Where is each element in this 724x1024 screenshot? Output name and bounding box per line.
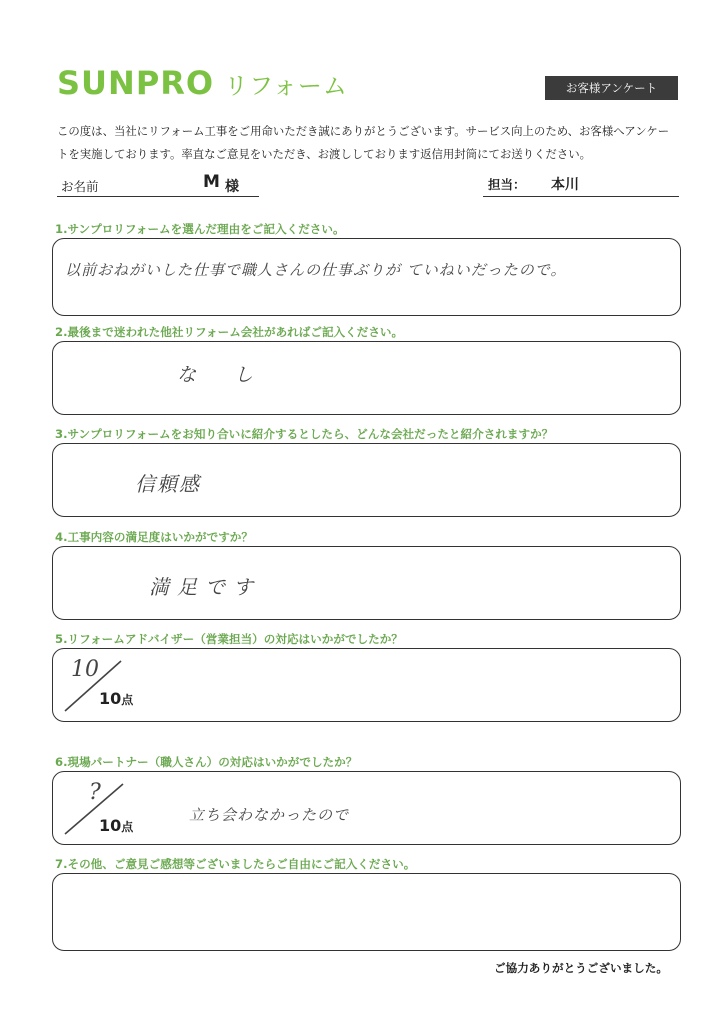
- customer-name-label: お名前: [61, 179, 99, 194]
- question-6-score: [61, 778, 161, 838]
- question-4-answer-box: [52, 546, 681, 620]
- intro-line-2: トを実施しております。率直なご意見をいただき、お渡ししております返信用封筒にてお送りください。: [57, 147, 591, 161]
- question-6-label: 6.現場パートナー（職人さん）の対応はいかがでしたか？: [55, 755, 358, 769]
- question-6-answer: 立ち会わなかったので: [189, 806, 350, 824]
- question-5-score-max-value: 10: [99, 689, 122, 708]
- question-2-answer-box: [52, 341, 681, 415]
- question-5-score-unit: 点: [121, 693, 134, 707]
- question-4-label: 4.工事内容の満足度はいかがですか？: [55, 530, 253, 544]
- question-6-score-max-value: 10: [99, 816, 122, 835]
- question-6-score-value: ?: [89, 780, 101, 805]
- question-5-score: [61, 655, 161, 715]
- question-1-answer-box: [52, 238, 681, 316]
- question-5-label: 5.リフォームアドバイザー（営業担当）の対応はいかがでしたか？: [55, 632, 403, 646]
- question-6-answer-box: [52, 771, 681, 845]
- question-3-label: 3.サンプロリフォームをお知り合いに紹介するとしたら、どんな会社だったと紹介されますか？: [55, 427, 554, 441]
- thanks-text: ご協力ありがとうございました。: [494, 961, 668, 975]
- question-1-label: 1.サンプロリフォームを選んだ理由をご記入ください。: [55, 222, 345, 236]
- intro-text: [57, 120, 682, 166]
- customer-name-value: M: [203, 172, 220, 192]
- staff-field: [483, 172, 679, 197]
- logo-sub-text: リフォーム: [224, 72, 348, 100]
- staff-value: 本川: [551, 177, 579, 193]
- question-5-score-max: [99, 689, 133, 708]
- intro-line-1: この度は、当社にリフォーム工事をご用命いただき誠にありがとうございます。サービス向上のため、お客様へアンケー: [57, 124, 670, 138]
- question-7-answer-box: [52, 873, 681, 951]
- logo-main-text: SUNPRO: [57, 64, 215, 102]
- staff-label: 担当：: [488, 177, 526, 192]
- customer-name-field: [57, 172, 259, 197]
- question-6-score-max: [99, 816, 133, 835]
- question-3-answer: 信頼感: [135, 472, 201, 496]
- survey-tag: お客様アンケート: [545, 76, 678, 100]
- question-5-score-value: 10: [71, 657, 99, 682]
- question-2-answer: なし: [177, 364, 292, 386]
- customer-name-suffix: 様: [225, 179, 239, 195]
- sunpro-logo: [57, 64, 348, 102]
- question-5-answer-box: [52, 648, 681, 722]
- question-2-label: 2.最後まで迷われた他社リフォーム会社があればご記入ください。: [55, 325, 404, 339]
- question-7-label: 7.その他、ご意見ご感想等ございましたらご自由にご記入ください。: [55, 857, 416, 871]
- question-3-answer-box: [52, 443, 681, 517]
- question-1-answer: 以前おねがいした仕事で職人さんの仕事ぶりが ていねいだったので。: [65, 261, 567, 279]
- question-6-score-unit: 点: [121, 820, 134, 834]
- question-4-answer: 満足です: [149, 575, 261, 599]
